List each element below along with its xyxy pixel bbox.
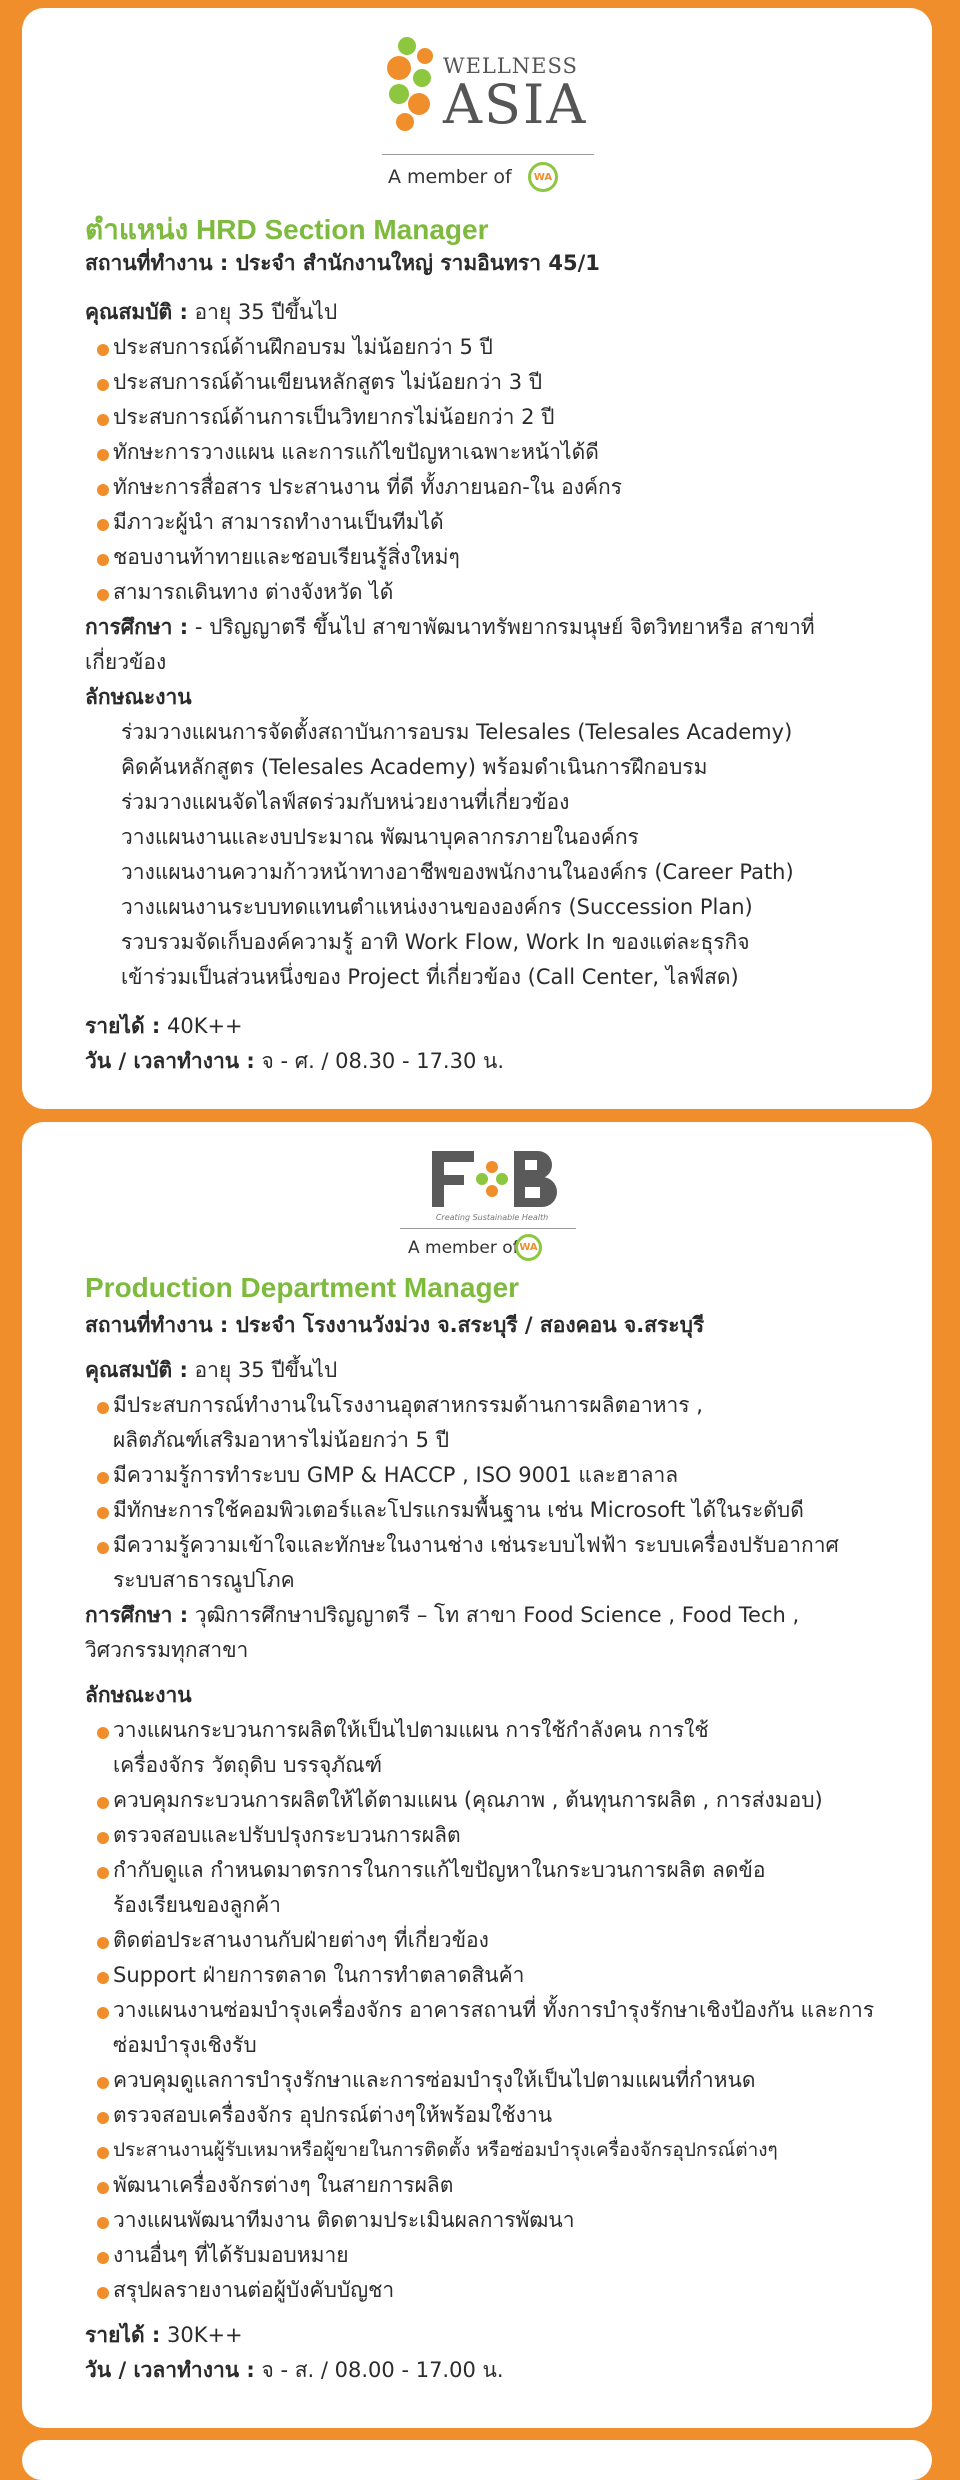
duty-item: วางแผนกระบวนการผลิตให้เป็นไปตามแผน การใช้กำลังคน การใช้เครื่องจักร วัตถุดิบ บรรจุภัณฑ์ xyxy=(85,1713,753,1783)
duty-item: วางแผนงานซ่อมบำรุงเครื่องจักร อาคารสถานที่ ทั้งการบำรุงรักษาเชิงป้องกัน และการซ่อมบำรุงเชิงรับ xyxy=(85,1993,893,2063)
job-title: Production Department Manager xyxy=(85,1272,520,1303)
work-hours-value: จ - ส. / 08.00 - 17.00 น. xyxy=(254,2358,504,2382)
job-details xyxy=(85,1308,925,2388)
duty-item: ตรวจสอบและปรับปรุงกระบวนการผลิต xyxy=(85,1818,925,1853)
education-line xyxy=(85,1598,865,1668)
fxb-logo-icon xyxy=(412,1147,572,1211)
qualification-item: ชอบงานท้าทายและชอบเรียนรู้สิ่งใหม่ๆ xyxy=(85,540,925,575)
salary-label: รายได้ : xyxy=(85,2323,161,2347)
work-hours-label: วัน / เวลาทำงาน : xyxy=(85,2358,255,2382)
job-title: ตำแหน่ง HRD Section Manager xyxy=(85,214,489,245)
wa-badge-icon: WA xyxy=(528,162,558,192)
work-hours-line xyxy=(85,1044,925,1079)
duty-item: เข้าร่วมเป็นส่วนหนึ่งของ Project ที่เกี่ยวข้อง (Call Center, ไลฟ์สด) xyxy=(121,965,739,989)
education-label: การศึกษา : xyxy=(85,1603,189,1627)
qualification-line xyxy=(85,1353,925,1388)
duties-heading: ลักษณะงาน xyxy=(85,685,192,709)
duty-item: ติดต่อประสานงานกับฝ่ายต่างๆ ที่เกี่ยวข้อง xyxy=(85,1923,925,1958)
duty-item: ร่วมวางแผนจัดไลฟ์สดร่วมกับหน่วยงานที่เกี่ยวข้อง xyxy=(121,790,570,814)
duty-item: คิดค้นหลักสูตร (Telesales Academy) พร้อมดำเนินการฝึกอบรม xyxy=(121,755,708,779)
logo-divider xyxy=(382,154,594,155)
job-details xyxy=(85,246,925,1079)
qualification-label: คุณสมบัติ : xyxy=(85,1358,188,1382)
job-card-next xyxy=(22,2440,932,2480)
qualification-line xyxy=(85,295,925,330)
qualification-item: ทักษะการวางแผน และการแก้ไขปัญหาเฉพาะหน้าได้ดี xyxy=(85,435,925,470)
wellness-asia-logo-icon xyxy=(377,36,447,136)
salary-value: 40K++ xyxy=(160,1014,243,1038)
qualification-item: มีความรู้การทำระบบ GMP & HACCP , ISO 9001 และฮาลาล xyxy=(85,1458,925,1493)
qualification-item: ประสบการณ์ด้านฝึกอบรม ไม่น้อยกว่า 5 ปี xyxy=(85,330,925,365)
duty-item: กำกับดูแล กำหนดมาตรการในการแก้ไขปัญหาในกระบวนการผลิต ลดข้อร้องเรียนของลูกค้า xyxy=(85,1853,793,1923)
work-hours-label: วัน / เวลาทำงาน : xyxy=(85,1049,255,1073)
duty-item: วางแผนพัฒนาทีมงาน ติดตามประเมินผลการพัฒนา xyxy=(85,2203,925,2238)
work-location: สถานที่ทำงาน : ประจำ สำนักงานใหญ่ รามอินทรา 45/1 xyxy=(85,251,600,275)
member-of-text: A member of xyxy=(388,166,512,188)
duty-item: งานอื่นๆ ที่ได้รับมอบหมาย xyxy=(85,2238,925,2273)
qualification-item: ทักษะการสื่อสาร ประสานงาน ที่ดี ทั้งภายนอก-ใน องค์กร xyxy=(85,470,925,505)
work-location: สถานที่ทำงาน : ประจำ โรงงานวังม่วง จ.สระบุรี / สองคอน จ.สระบุรี xyxy=(85,1313,705,1337)
qualification-value: อายุ 35 ปีขึ้นไป xyxy=(187,300,338,324)
wa-badge-icon: WA xyxy=(515,1234,542,1261)
work-hours-line xyxy=(85,2353,925,2388)
duty-item: ควบคุมดูแลการบำรุงรักษาและการซ่อมบำรุงให้เป็นไปตามแผนที่กำหนด xyxy=(85,2063,925,2098)
duty-item: วางแผนงานความก้าวหน้าทางอาชีพของพนักงานในองค์กร (Career Path) xyxy=(121,860,794,884)
duty-item: ควบคุมกระบวนการผลิตให้ได้ตามแผน (คุณภาพ , ต้นทุนการผลิต , การส่งมอบ) xyxy=(85,1783,925,1818)
qualification-item: สามารถเดินทาง ต่างจังหวัด ได้ xyxy=(85,575,925,610)
salary-line xyxy=(85,1009,925,1044)
logo-divider xyxy=(400,1228,576,1229)
duty-item: ร่วมวางแผนการจัดตั้งสถาบันการอบรม Telesales (Telesales Academy) xyxy=(121,720,793,744)
qualification-item: มีทักษะการใช้คอมพิวเตอร์และโปรแกรมพื้นฐาน เช่น Microsoft ได้ในระดับดี xyxy=(85,1493,925,1528)
logo-word-wellness: WELLNESS xyxy=(443,54,578,78)
qualification-item: มีภาวะผู้นำ สามารถทำงานเป็นทีมได้ xyxy=(85,505,925,540)
salary-line xyxy=(85,2318,925,2353)
duty-item: Support ฝ่ายการตลาด ในการทำตลาดสินค้า xyxy=(85,1958,925,1993)
logo-word-asia: ASIA xyxy=(443,73,588,136)
education-label: การศึกษา : xyxy=(85,615,189,639)
job-card-hrd xyxy=(22,8,932,1109)
duty-item: ประสานงานผู้รับเหมาหรือผู้ขายในการติดตั้ง หรือซ่อมบำรุงเครื่องจักรอุปกรณ์ต่างๆ xyxy=(85,2133,925,2168)
duty-item: สรุปผลรายงานต่อผู้บังคับบัญชา xyxy=(85,2273,925,2308)
fxb-tagline: Creating Sustainable Health xyxy=(435,1213,549,1222)
qualification-item: มีประสบการณ์ทำงานในโรงงานอุตสาหกรรมด้านการผลิตอาหาร , ผลิตภัณฑ์เสริมอาหารไม่น้อยกว่า 5 ปี xyxy=(85,1388,753,1458)
qualification-item: มีความรู้ความเข้าใจและทักษะในงานช่าง เช่นระบบไฟฟ้า ระบบเครื่องปรับอากาศ ระบบสาธารณูปโภค xyxy=(85,1528,893,1598)
education-value: - ปริญญาตรี ขึ้นไป สาขาพัฒนาทรัพยากรมนุษย์ จิตวิทยาหรือ สาขาที่เกี่ยวข้อง xyxy=(85,615,815,674)
qualification-item: ประสบการณ์ด้านการเป็นวิทยากรไม่น้อยกว่า 2 ปี xyxy=(85,400,925,435)
duty-item: รวบรวมจัดเก็บองค์ความรู้ อาทิ Work Flow, Work In ของแต่ละธุรกิจ xyxy=(121,930,750,954)
work-hours-value: จ - ศ. / 08.30 - 17.30 น. xyxy=(254,1049,505,1073)
duty-item: วางแผนงานและงบประมาณ พัฒนาบุคลากรภายในองค์กร xyxy=(121,825,639,849)
qualification-label: คุณสมบัติ : xyxy=(85,300,188,324)
qualification-value: อายุ 35 ปีขึ้นไป xyxy=(187,1358,338,1382)
duties-heading: ลักษณะงาน xyxy=(85,1683,192,1707)
member-of-text: A member of xyxy=(408,1238,519,1258)
salary-label: รายได้ : xyxy=(85,1014,161,1038)
salary-value: 30K++ xyxy=(160,2323,243,2347)
education-value: วุฒิการศึกษาปริญญาตรี – โท สาขา Food Science , Food Tech , วิศวกรรมทุกสาขา xyxy=(85,1603,800,1662)
duty-item: พัฒนาเครื่องจักรต่างๆ ในสายการผลิต xyxy=(85,2168,925,2203)
qualification-item: ประสบการณ์ด้านเขียนหลักสูตร ไม่น้อยกว่า 3 ปี xyxy=(85,365,925,400)
duty-item: วางแผนงานระบบทดแทนตำแหน่งงานขององค์กร (Succession Plan) xyxy=(121,895,753,919)
education-line xyxy=(85,610,825,680)
duty-item: ตรวจสอบเครื่องจักร อุปกรณ์ต่างๆให้พร้อมใช้งาน xyxy=(85,2098,925,2133)
job-card-production xyxy=(22,1122,932,2428)
